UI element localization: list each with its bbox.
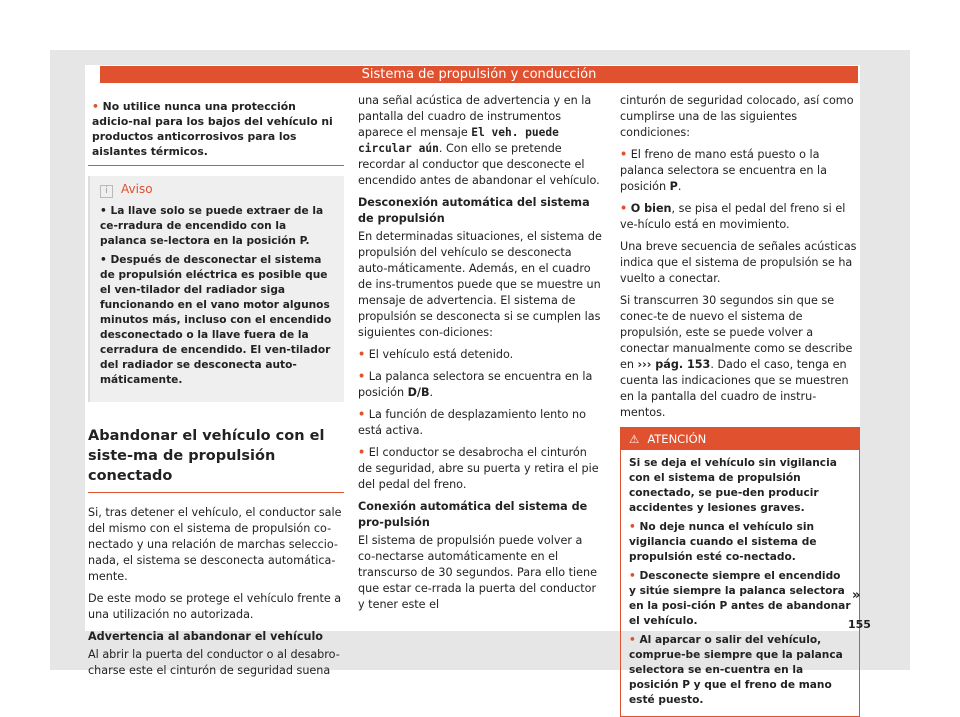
subheading: Conexión automática del sistema de pro-pulsión bbox=[358, 500, 588, 529]
text: . Dado el caso, tenga en cuenta las indicaciones que se muestren en la pantalla del cuadro de instru-mentos. bbox=[620, 358, 849, 419]
list-item-text: La palanca selectora se encuentra en la posición bbox=[358, 370, 593, 399]
list-item-text: El conductor se desabrocha el cinturón de seguridad, abre su puerta y retira el pie del pedal del freno. bbox=[358, 446, 599, 491]
bullet-icon: • bbox=[629, 521, 636, 533]
page-reference-link[interactable]: ››› pág. 153 bbox=[637, 358, 711, 371]
paragraph: De este modo se protege el vehículo frente a una utilización no autorizada. bbox=[88, 592, 342, 621]
warning-text: No utilice nunca una protección adicio-nal para los bajos del vehículo ni productos anticorrosivos para los aislantes térmicos. bbox=[92, 100, 333, 158]
list-item: • La palanca selectora se encuentra en la posición D/B. bbox=[358, 370, 593, 399]
text: Si transcurren 30 segundos sin que se conec-te de nuevo el sistema de propulsión, este se puede volver a conectar manualmente como se describe en bbox=[620, 294, 853, 371]
position-label: D/B bbox=[407, 386, 430, 399]
atencion-title: ATENCIÓN bbox=[647, 432, 707, 446]
atencion-intro: Si se deja el vehículo sin vigilancia con el sistema de propulsión conectado, se pue-den producir accidentes y lesiones graves. bbox=[629, 457, 837, 514]
atencion-item bbox=[629, 633, 851, 708]
list-item: • El freno de mano está puesto o la palanca selectora se encuentra en la posición P. bbox=[620, 148, 828, 193]
bullet-icon: • bbox=[629, 570, 636, 582]
list-item-text: La función de desplazamiento lento no está activa. bbox=[358, 408, 586, 437]
atencion-box bbox=[620, 427, 860, 717]
warning-triangle-icon: ⚠ bbox=[629, 432, 640, 446]
column-left bbox=[88, 93, 344, 685]
atencion-header bbox=[621, 428, 859, 450]
paragraph: En determinadas situaciones, el sistema de propulsión del vehículo se desconecta auto-máticamente. Además, en el cuadro de ins-trumentos puede que se muestre un mensaje de advertencia. El sistema de propulsión se desconecta si se cumplen las siguientes con-diciones: bbox=[358, 230, 602, 339]
atencion-item-text: Al aparcar o salir del vehículo, comprue-be siempre que la palanca selectora se en-cuentra en la posición P y que el freno de mano esté puesto. bbox=[629, 634, 843, 706]
text: . Con ello se pretende recordar al conductor que desconecte el encendido antes de abandonar el vehículo. bbox=[358, 142, 600, 187]
atencion-item-text: Desconecte siempre el encendido y sitúe siempre la palanca selectora en la posi-ción P antes de abandonar el vehículo. bbox=[629, 570, 851, 627]
bullet-icon: • bbox=[92, 100, 99, 113]
aviso-item: • Después de desconectar el sistema de propulsión eléctrica es posible que el ven-tilador del radiador siga funcionando en el vano motor algunos minutos más, incluso con el encendido desconectado o la llave fuera de la cerradura de encendido. El ven-tilador del radiador se desconecta auto-máticamente. bbox=[100, 254, 332, 386]
atencion-body bbox=[621, 450, 859, 716]
aviso-box bbox=[88, 176, 344, 402]
text: una señal acústica de advertencia y en la pantalla del cuadro de instrumentos aparece el mensaje bbox=[358, 94, 592, 139]
warning-note bbox=[88, 93, 344, 166]
bullet-icon: • bbox=[629, 634, 636, 646]
subheading: Advertencia al abandonar el vehículo bbox=[88, 630, 323, 643]
paragraph bbox=[620, 293, 860, 421]
paragraph: Al abrir la puerta del conductor o al desabro-charse este el cinturón de seguridad suena bbox=[88, 648, 340, 677]
atencion-item bbox=[629, 569, 851, 629]
list-item-lead: O bien bbox=[630, 202, 672, 215]
paragraph: Una breve secuencia de señales acústicas indica que el sistema de propulsión se ha vuelto a conectar. bbox=[620, 240, 857, 285]
atencion-item-text: No deje nunca el vehículo sin vigilancia cuando el sistema de propulsión esté co-nectado. bbox=[629, 521, 817, 563]
list-item-text: El freno de mano está puesto o la palanca selectora se encuentra en la posición bbox=[620, 148, 828, 193]
aviso-item-text: La llave solo se puede extraer de la ce-rradura de encendido con la palanca se-lectora en la posición P. bbox=[100, 205, 324, 247]
bullet-icon: • bbox=[358, 446, 366, 459]
column-middle bbox=[358, 93, 602, 619]
bullet-icon: • bbox=[358, 370, 366, 383]
page-number: 155 bbox=[848, 618, 871, 631]
section-title: Abandonar el vehículo con el siste-ma de propulsión conectado bbox=[88, 426, 344, 493]
aviso-item: • La llave solo se puede extraer de la ce-rradura de encendido con la palanca se-lectora en la posición P. bbox=[100, 205, 324, 247]
continue-arrow-icon: » bbox=[852, 588, 861, 603]
list-item bbox=[358, 347, 602, 363]
aviso-title bbox=[100, 182, 334, 198]
paragraph bbox=[358, 93, 602, 189]
info-icon: i bbox=[100, 185, 113, 198]
bullet-icon: • bbox=[620, 148, 628, 161]
list-item bbox=[358, 445, 602, 493]
paragraph: Si, tras detener el vehículo, el conductor sale del mismo con el sistema de propulsión co-nectado y una relación de marchas seleccio-nada, el sistema se desconecta automática-mente. bbox=[88, 506, 342, 583]
subheading: Desconexión automática del sistema de propulsión bbox=[358, 196, 590, 225]
bullet-icon: • bbox=[358, 348, 366, 361]
list-item bbox=[620, 201, 860, 233]
aviso-title-text: Aviso bbox=[121, 182, 153, 196]
bullet-icon: • bbox=[358, 408, 366, 421]
list-item bbox=[358, 407, 602, 439]
section-header: Sistema de propulsión y conducción bbox=[100, 66, 858, 83]
bullet-icon: • bbox=[620, 202, 628, 215]
paragraph: cinturón de seguridad colocado, así como cumplirse una de las siguientes condiciones: bbox=[620, 94, 854, 139]
aviso-item-text: Después de desconectar el sistema de propulsión eléctrica es posible que el ven-tilador del radiador siga funcionando en el vano motor algunos minutos más, incluso con el encendido desconectado o la llave fuera de la cerradura de encendido. El ven-tilador del radiador se desconecta auto-máticamente. bbox=[100, 254, 332, 386]
display-message: El veh. puede circular aún bbox=[358, 126, 559, 155]
list-item-text: El vehículo está detenido. bbox=[368, 348, 514, 361]
position-label: P bbox=[669, 180, 678, 193]
paragraph: El sistema de propulsión puede volver a co-nectarse automáticamente en el transcurso de 30 segundos. Para ello tiene que estar ce-rrada la puerta del conductor y tener este el bbox=[358, 534, 598, 611]
column-right bbox=[620, 93, 860, 717]
atencion-item bbox=[629, 520, 851, 565]
list-item-text: , se pisa el pedal del freno si el ve-hículo está en movimiento. bbox=[620, 202, 846, 231]
